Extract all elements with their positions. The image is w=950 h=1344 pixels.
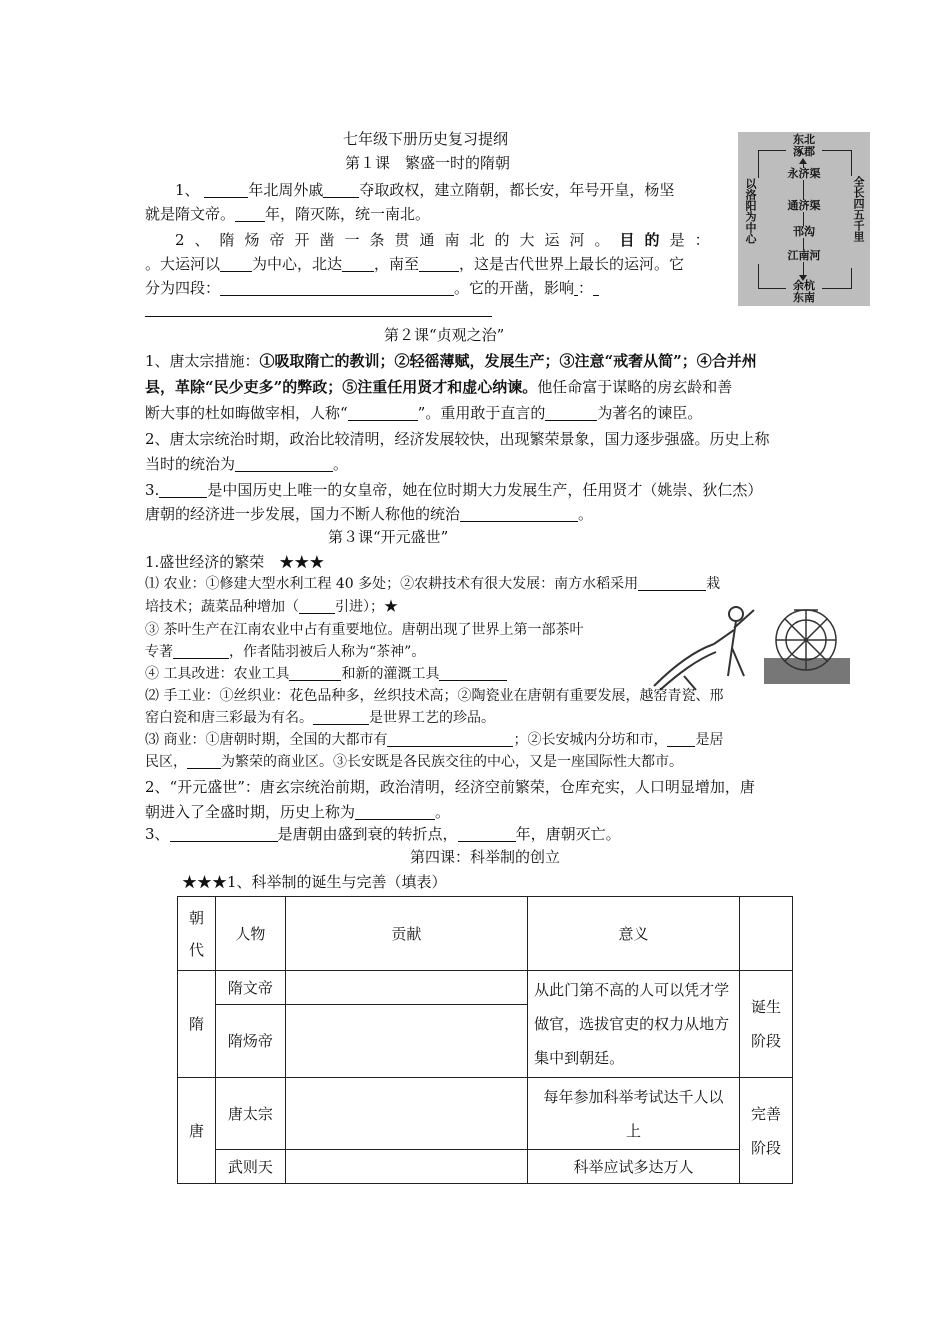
text: 朝进入了全盛时期，历史上称为: [145, 803, 356, 821]
fill-blank[interactable]: [170, 826, 278, 842]
text: 是唐朝由盛到衰的转折点，: [277, 825, 458, 843]
header-contribution: 贡献: [285, 897, 527, 971]
fill-blank[interactable]: [159, 482, 207, 498]
contribution-input-cell[interactable]: [285, 1150, 527, 1184]
meaning-cell: 每年参加科举考试达千人以上: [528, 1078, 740, 1150]
lesson1-p2-line3: [145, 276, 810, 300]
stage-cell: 诞生阶段: [740, 971, 793, 1078]
text: 是中国历史上唯一的女皇帝，她在位时期大力发展生产，任用贤才（姚崇、狄仁杰）: [207, 481, 763, 499]
lesson3-p2-line2: [145, 800, 810, 824]
map-east-label: 全长四五千里: [852, 176, 865, 242]
map-seg-label: 永济渠: [782, 168, 826, 180]
text: 窑白瓷和唐三彩最为有名。: [145, 710, 313, 726]
text: 培技术；蔬菜品种增加（: [145, 599, 299, 615]
text: 栽: [706, 576, 721, 592]
fill-blank[interactable]: [638, 575, 706, 591]
text-bold: ①吸取隋亡的教训；②轻徭薄赋，发展生产；③注意“戒奢从简”；④合并州: [259, 352, 757, 370]
text: 。: [435, 803, 451, 821]
lesson2-p2-line2: [145, 452, 810, 476]
text: 民区，: [145, 754, 187, 770]
text: 夺取政权，建立隋朝，都长安，年号开皇，杨坚: [359, 181, 675, 199]
text: 2、隋炀帝开凿一条贯通南北的大运河。: [175, 231, 620, 249]
person-cell: 唐太宗: [215, 1078, 285, 1150]
person-cell: 武则天: [215, 1150, 285, 1184]
fill-blank[interactable]: [460, 506, 578, 522]
text: 。大运河以: [145, 255, 221, 273]
text: ，南至: [374, 255, 420, 273]
lesson3-title: 第３课“开元盛世”: [328, 528, 449, 546]
text: 他任命富于谋略的房玄龄和善: [537, 378, 733, 396]
text: 就是隋文帝。: [145, 205, 236, 223]
arrow-up-icon: [799, 158, 807, 164]
header-meaning: 意义: [528, 897, 740, 971]
text: 断大事的杜如晦做宰相，人称“: [145, 404, 348, 422]
fill-blank[interactable]: [439, 665, 507, 681]
lesson4-title: 第四课：科举制的创立: [410, 848, 561, 866]
header-dynasty: 朝代: [178, 897, 216, 971]
lesson1-title: 第１课 繁盛一时的隋朝: [345, 154, 511, 172]
table-header-row: [178, 897, 793, 971]
lesson3-p3-line: [145, 822, 810, 846]
fill-blank[interactable]: [187, 753, 221, 769]
text: 3.: [145, 481, 160, 499]
fill-blank[interactable]: [419, 256, 459, 272]
map-frame-line: [851, 150, 852, 176]
contribution-input-cell[interactable]: [285, 1078, 527, 1150]
map-seg-label: 邗沟: [788, 226, 820, 238]
fill-blank[interactable]: [313, 709, 369, 725]
fill-blank[interactable]: [355, 804, 435, 820]
grand-canal-map: [738, 132, 870, 306]
fill-blank[interactable]: [299, 598, 335, 614]
fill-blank[interactable]: [235, 206, 265, 222]
text: 年，唐朝灭亡。: [515, 825, 621, 843]
fill-blank[interactable]: [667, 731, 695, 747]
text: 1、: [175, 181, 205, 199]
lesson2-p1-line2: [145, 375, 810, 399]
text: 和新的灌溉工具: [341, 666, 440, 682]
stage-cell: 完善阶段: [740, 1078, 793, 1184]
lesson3-commerce-line2: [145, 750, 810, 774]
text: 为著名的谏臣。: [597, 404, 703, 422]
map-frame-line: [758, 264, 759, 288]
text: 引进）；★: [335, 599, 398, 615]
text: 是居: [695, 732, 724, 748]
fill-blank[interactable]: [204, 182, 248, 198]
text: ；②长安城内分坊和市，: [513, 732, 668, 748]
map-south-label: 余杭东南: [793, 279, 815, 304]
text-bold: 目的: [619, 231, 670, 249]
lesson2-p1-line1: [145, 349, 810, 373]
waterwheel-illustration: [764, 602, 850, 684]
header-stage: [740, 897, 793, 971]
lesson1-p2-line1: [175, 228, 720, 252]
text: 为繁荣的商业区。③长安既是各民族交往的中心，又是一座国际性大都市。: [221, 754, 683, 770]
table-row: [178, 1078, 793, 1150]
dynasty-cell: 隋: [178, 971, 216, 1078]
text: 专著: [145, 644, 173, 660]
lesson3-craft-line2: [145, 706, 810, 730]
person-cell: 隋炀帝: [215, 1005, 285, 1078]
text: ”。重用敢于直言的: [417, 404, 546, 422]
fill-blank-long[interactable]: [145, 316, 492, 317]
lesson1-p1-line2: [145, 202, 810, 226]
text: ：: [578, 279, 594, 297]
fill-blank[interactable]: [220, 280, 454, 296]
text: ④ 工具改进：农业工具: [145, 666, 290, 682]
contribution-input-cell[interactable]: [285, 971, 527, 1005]
fill-blank[interactable]: [458, 826, 516, 842]
map-west-label: 以洛阳为中心: [744, 178, 757, 244]
text: 唐朝的经济进一步发展，国力不断人称他的统治: [145, 505, 461, 523]
meaning-cell: 从此门第不高的人可以凭才学做官，选拔官吏的权力从地方集中到朝廷。: [528, 971, 740, 1078]
fill-blank[interactable]: [173, 643, 229, 659]
text: 1、唐太宗措施：: [145, 352, 260, 370]
text: 。: [578, 505, 594, 523]
map-frame-line: [822, 288, 852, 289]
text: ⑶ 商业：①唐朝时期，全国的大都市有: [145, 732, 388, 748]
map-frame-line: [758, 150, 759, 178]
lesson3-tea-line1: ③ 茶叶生产在江南农业中占有重要地位。唐朝出现了世界上第一部茶叶: [145, 622, 584, 638]
person-cell: 隋文帝: [215, 971, 285, 1005]
text: 。它的开凿，影响: [454, 279, 575, 297]
curved-plough-illustration: [644, 596, 768, 694]
lesson3-commerce-line1: [145, 728, 810, 752]
text: 为中心，北达: [252, 255, 343, 273]
lesson3-heading: 1.盛世经济的繁荣 ★★★: [145, 553, 325, 571]
map-seg-label: 通济渠: [782, 200, 826, 212]
map-frame-line: [851, 268, 852, 288]
fill-blank[interactable]: [289, 665, 341, 681]
fill-blank[interactable]: [220, 256, 252, 272]
map-frame-line: [758, 150, 786, 151]
lesson2-p1-line3: [145, 401, 810, 425]
fill-blank[interactable]: [235, 456, 333, 472]
lesson2-title: 第２课“贞观之治”: [384, 326, 505, 344]
text: 当时的统治为: [145, 455, 236, 473]
fill-blank[interactable]: [323, 182, 359, 198]
doc-title: 七年级下册历史复习提纲: [343, 130, 509, 148]
fill-blank[interactable]: [545, 405, 597, 421]
lesson4-heading: ★★★1、科举制的诞生与完善（填表）: [182, 873, 447, 891]
map-seg-label: 江南河: [782, 250, 826, 262]
lesson2-p3-line2: [145, 502, 810, 526]
text: 3、: [145, 825, 170, 843]
fill-blank[interactable]: [593, 280, 599, 296]
lesson2-p2-line1: 2、唐太宗统治时期，政治比较清明，经济发展较快，出现繁荣景象，国力逐步强盛。历史上称: [145, 430, 770, 448]
text: ，作者陆羽被后人称为“茶神”。: [229, 644, 426, 660]
text: 。: [333, 455, 349, 473]
lesson2-p3-line1: [145, 478, 810, 502]
map-frame-line: [758, 288, 786, 289]
contribution-input-cell[interactable]: [285, 1005, 527, 1078]
text-bold: 县，革除“民少吏多”的弊政；⑤注重任用贤才和虚心纳谏。: [145, 378, 538, 396]
table-row: [178, 971, 793, 1005]
text: 是世界工艺的珍品。: [369, 710, 495, 726]
map-north-label: 东北涿郡: [793, 133, 815, 158]
text: 分为四段：: [145, 279, 221, 297]
dynasty-cell: 唐: [178, 1078, 216, 1184]
lesson1-p1-line1: [175, 178, 674, 202]
keju-table: [177, 896, 793, 1184]
fill-blank[interactable]: [348, 405, 418, 421]
lesson3-craft-line1: ⑵ 手工业：①丝织业：花色品种多，丝织技术高；②陶瓷业在唐朝有重要发展，越窑青瓷、邢: [145, 688, 724, 704]
fill-blank[interactable]: [387, 731, 513, 747]
text: ⑴ 农业：①修建大型水利工程 40 多处；②农耕技术有很大发展：南方水稻采用: [145, 576, 639, 592]
lesson3-p2-line1: 2、“开元盛世”：唐玄宗统治前期，政治清明，经济空前繁荣，仓库充实，人口明显增加，唐: [145, 778, 755, 796]
text: 年北周外戚: [248, 181, 324, 199]
text: 是：: [669, 231, 720, 249]
header-person: 人物: [215, 897, 285, 971]
text: ，这是古代世界上最长的运河。它: [459, 255, 685, 273]
text: 年，隋灭陈，统一南北。: [265, 205, 431, 223]
fill-blank[interactable]: [342, 256, 374, 272]
lesson1-p2-line2: [145, 252, 810, 276]
meaning-cell: 科举应试多达万人: [528, 1150, 740, 1184]
map-frame-line: [822, 150, 852, 151]
lesson3-agri-line1: [145, 572, 810, 596]
table-row: [178, 1150, 793, 1184]
